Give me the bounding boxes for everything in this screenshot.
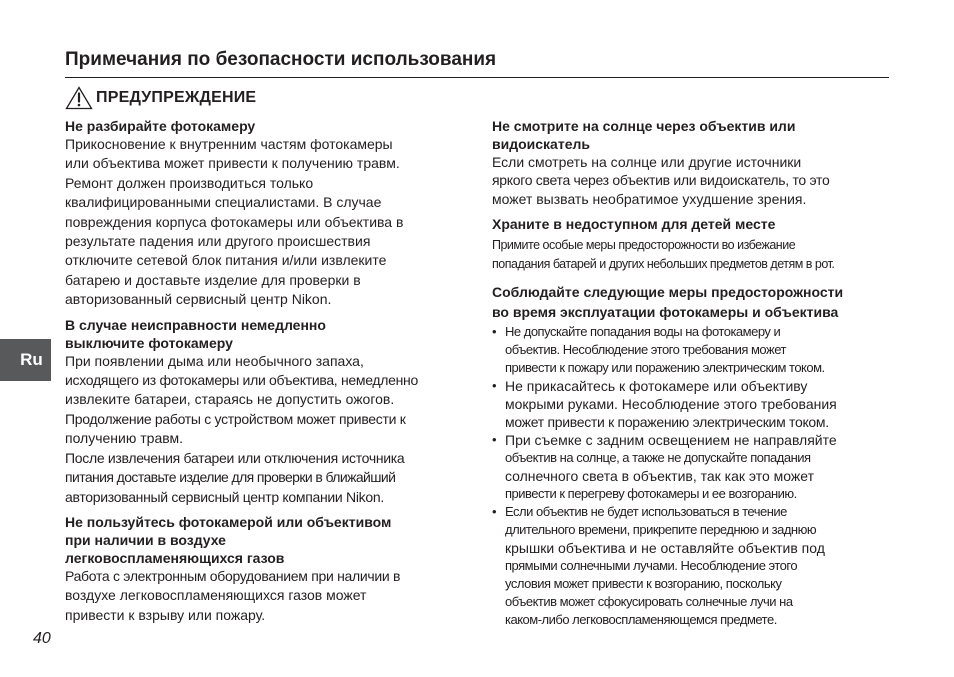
body-line: яркого света через объектив или видоискатель, то это [492, 172, 830, 189]
section-heading-line: Соблюдайте следующие меры предосторожности [492, 284, 844, 301]
bullet-line: мокрыми руками. Несоблюдение этого требования [505, 396, 837, 413]
body-line: авторизованный сервисный центр Nikon. [65, 291, 332, 308]
bullet-line: объектив. Несоблюдение этого требования может [505, 342, 786, 358]
body-line: привести к взрыву или пожару. [65, 606, 266, 623]
bullet-line: • Если объектив не будет использоваться в течение [505, 504, 787, 520]
body-line: авторизованный сервисный центр компании Nikon. [65, 488, 384, 505]
body-line: результате падения или другого происшествия [65, 233, 371, 250]
left-column [65, 117, 467, 625]
section-heading-line: легковоспламеняющихся газов [65, 549, 285, 566]
section-heading-line: Не пользуйтесь фотокамерой или объективом [65, 513, 392, 530]
page-number: 40 [33, 630, 51, 647]
body-line: питания доставьте изделие для проверки в ближайший [65, 469, 396, 486]
section-do-not-look-at-sun [492, 117, 894, 208]
bullet-line: длительного времени, прикрепите переднюю и заднюю [505, 522, 817, 538]
section-keep-from-children [492, 215, 894, 273]
section-heading-line: при наличии в воздухе [65, 531, 226, 548]
list-item [492, 323, 894, 377]
body-line: Работа с электронным оборудованием при наличии в [65, 567, 401, 584]
body-line: отключите сетевой блок питания и/или извлеките [65, 252, 387, 269]
body-line: квалифицированными специалистами. В случае [65, 194, 382, 211]
warning-heading [65, 86, 256, 110]
list-item [492, 431, 894, 503]
body-line: или объектива может привести к получению травм. [65, 155, 400, 172]
body-line: Если смотреть на солнце или другие источники [492, 154, 802, 170]
warning-title: ПРЕДУПРЕЖДЕНИЕ [96, 89, 257, 106]
body-line: может вызвать необратимое ухудшение зрения. [492, 190, 807, 207]
body-line: Продолжение работы с устройством может привести к [65, 410, 406, 427]
bullet-line: объектив на солнце, а также не допускайте попадания [505, 450, 811, 466]
body-line: исходящего из фотокамеры или объектива, немедленно [65, 372, 418, 389]
section-heading: Храните в недоступном для детей месте [492, 216, 776, 233]
bullet-line: крышки объектива и не оставляйте объектив под [505, 540, 825, 557]
title-divider [65, 77, 889, 78]
body-line: повреждения корпуса фотокамеры или объектива в [65, 213, 404, 230]
body-line: Ремонт должен производиться только [65, 174, 314, 191]
section-flammable-gas [65, 513, 467, 625]
section-heading-line: Не смотрите на солнце через объектив или [492, 118, 796, 134]
body-line: попадания батарей и других небольших предметов детям в рот. [492, 256, 835, 271]
bullet-line: прямыми солнечными лучами. Несоблюдение этого [505, 558, 798, 574]
warning-triangle-icon [65, 86, 93, 110]
bullet-line: условия может привести к возгоранию, поскольку [505, 576, 782, 592]
section-heading: Не разбирайте фотокамеру [65, 118, 256, 134]
precautions-list [492, 323, 894, 629]
body-line: Прикосновение к внутренним частям фотокамеры [65, 136, 393, 152]
bullet-line: • Не прикасайтесь к фотокамере или объективу [505, 378, 808, 395]
language-tab: Ru [0, 339, 51, 381]
list-item [492, 503, 894, 629]
section-heading-line: во время эксплуатации фотокамеры и объектива [492, 304, 839, 321]
body-line: батарею и доставьте изделие для проверки в [65, 271, 361, 288]
bullet-line: • Не допускайте попадания воды на фотокамеру и [505, 324, 781, 340]
body-line: извлеките батареи, стараясь не допустить ожогов. [65, 391, 395, 408]
bullet-line: • При съемке с задним освещением не направляйте [505, 432, 837, 449]
page-title: Примечания по безопасности использования [65, 49, 497, 70]
section-heading-line: выключите фотокамеру [65, 334, 233, 351]
body-line: получению травм. [65, 430, 184, 447]
section-turn-off-on-malfunction [65, 316, 467, 507]
bullet-line: привести к перегреву фотокамеры и ее возгоранию. [505, 486, 797, 502]
bullet-line: объектив может сфокусировать солнечные лучи на [505, 594, 793, 610]
bullet-line: привести к пожару или поражению электрическим током. [505, 360, 825, 376]
bullet-line: солнечного света в объектив, так как это может [505, 468, 815, 485]
section-do-not-disassemble [65, 117, 467, 310]
bullet-line: каком-либо легковоспламеняющемся предмете. [505, 612, 777, 628]
body-line: воздухе легковоспламеняющихся газов может [65, 587, 367, 604]
section-operation-precautions [492, 283, 894, 629]
body-line: После извлечения батареи или отключения источника [65, 449, 405, 466]
list-item [492, 377, 894, 431]
right-column [492, 117, 894, 629]
section-heading-line: В случае неисправности немедленно [65, 316, 326, 333]
body-line: Примите особые меры предосторожности во избежание [492, 238, 796, 253]
body-line: При появлении дыма или необычного запаха, [65, 352, 364, 369]
section-heading-line: видоискатель [492, 136, 590, 152]
bullet-line: может привести к поражению электрическим током. [505, 414, 829, 431]
